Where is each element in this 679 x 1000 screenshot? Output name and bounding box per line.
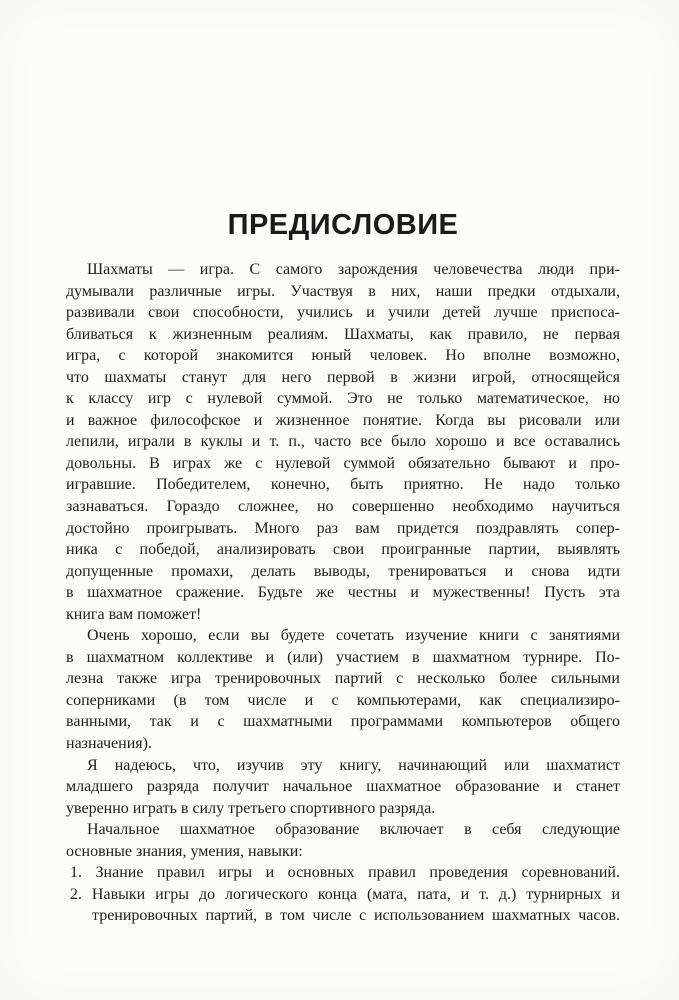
text-line: основные знания, умения, навыки: [66, 842, 303, 860]
text-line: Начальное шахматное образование включает в себя следующие [87, 821, 620, 839]
text-line: допущенные промахи, делать выводы, тренироваться и снова идти [66, 562, 620, 580]
text-line: в шахматном коллективе и (или) участием в шахматном турнире. По- [66, 648, 620, 666]
text-line: в шахматное сражение. Будьте же честны и мужественны! Пусть эта [66, 584, 620, 602]
preface-body [66, 259, 620, 927]
list-item-line: тренировочных партий, в том числе с использованием шахматных часов. [92, 907, 620, 925]
text-line: ника с победой, анализировать свои проигранные партии, выявлять [66, 541, 620, 559]
text-line: ванными, так и с шахматными программами компьютеров общего [66, 713, 620, 731]
text-line: назначения). [66, 735, 152, 753]
text-line: Шахматы — игра. С самого зарождения человечества люди при- [87, 261, 620, 278]
text-line: что шахматы станут для него первой в жизни игрой, относящейся [66, 368, 620, 386]
text-line: лепили, играли в куклы и т. п., часто все было хорошо и все оставались [66, 433, 620, 451]
text-line: Очень хорошо, если вы будете сочетать изучение книги с занятиями [87, 627, 620, 645]
text-line: бливаться к жизненным реалиям. Шахматы, как правило, не первая [66, 325, 620, 343]
text-line: достойно проигрывать. Много раз вам придется поздравлять сопер- [66, 519, 620, 537]
text-line: соперниками (в том числе и с компьютерами, как специализиро- [66, 691, 620, 709]
text-line: уверенно играть в силу третьего спортивного разряда. [66, 799, 436, 817]
text-line: игра, с которой знакомится юный человек. Но вполне возможно, [66, 347, 620, 365]
text-line: игравшие. Победителем, конечно, быть приятно. Не надо только [66, 476, 620, 494]
text-line: думывали различные игры. Участвуя в них, наши предки отдыхали, [66, 282, 620, 300]
text-line: зазнаваться. Гораздо сложнее, но совершенно необходимо научиться [66, 498, 620, 516]
text-line: Я надеюсь, что, изучив эту книгу, начинающий или шахматист [87, 756, 620, 774]
list-item-line: 1. Знание правил игры и основных правил проведения соревнований. [70, 864, 620, 882]
list-item-line: 2. Навыки игры до логического конца (мата, пата, и т. д.) турнирных и [70, 885, 620, 903]
text-line: к классу игр с нулевой суммой. Это не только математическое, но [66, 390, 620, 408]
text-line: книга вам поможет! [66, 605, 202, 623]
text-line: развивали свои способности, учились и учили детей лучше приспоса- [66, 304, 620, 322]
text-line: довольны. В играх же с нулевой суммой обязательно бывают и про- [66, 454, 620, 472]
text-line: и важное философское и жизненное понятие. Когда вы рисовали или [66, 411, 620, 429]
text-line: младшего разряда получит начальное шахматное образование и станет [66, 778, 620, 796]
text-line: лезна также игра тренировочных партий с несколько более сильными [66, 670, 620, 688]
page-title: ПРЕДИСЛОВИЕ [227, 209, 459, 241]
